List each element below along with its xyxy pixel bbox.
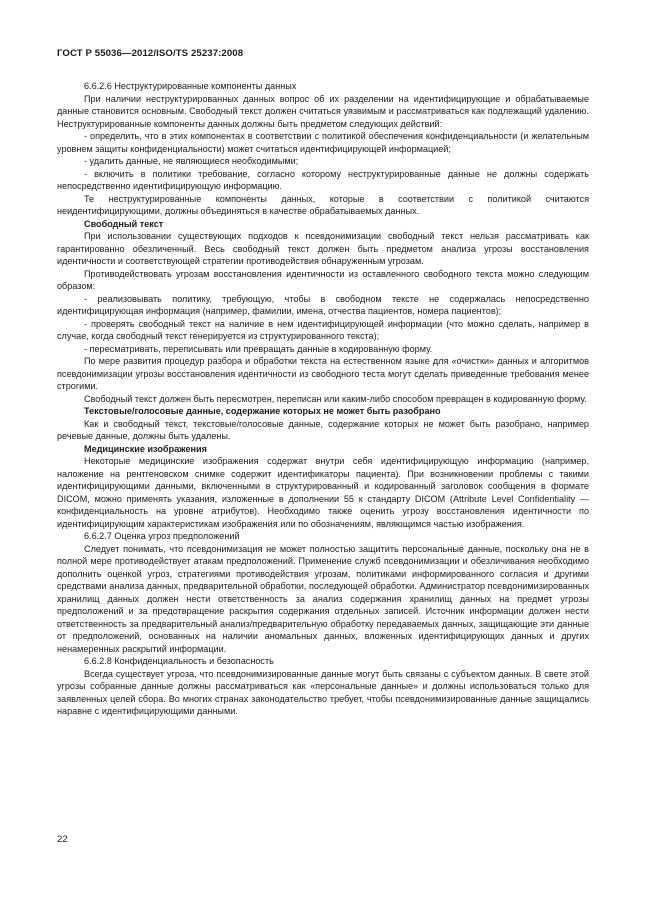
paragraph: Всегда существует угроза, что псевдонимизированные данные могут быть связаны с субъектом данных. В свете этой угрозы собранные данные должны рассматриваться как «персональные данные» и должны использоваться только для заявленных целей сбора. Во многих странах законодательство требует, чтобы псевдонимизированные данные защищались наравне с идентифицирующими данными. — [57, 668, 589, 716]
paragraph: Следует понимать, что псевдонимизация не может полностью защитить персональные данные, поскольку она не в полной мере противодействует атакам предположений. Применение служб псевдонимизации и обезличивания необходимо дополнить оценкой угроз, стратегиями противодействия угрозам, политиками информированного согласия и другими средствами анализа данных, предварительной обработки, последующей обработки. Администратор псевдонимизированных хранилищ данных должен нести ответственность за анализ содержания хранилищ данных на предмет угрозы предположений и за предотвращение раскрытия содержания отдельных записей. Источник информации должен нести ответственность за предварительный анализ/предварительную обработку передаваемых данных, защищающие эти данные от предположений, основанных на наличии аномальных данных, вложенных идентифицирующих данных и других ненамеренных раскрытий информации. — [57, 543, 589, 654]
paragraph: - определить, что в этих компонентах в соответствии с политикой обеспечения конфиденциальности (и желательным уровнем защиты конфиденциальности) может считаться идентифицирующей информацией; — [57, 131, 589, 154]
paragraph: 6.6.2.8 Конфиденциальность и безопасность — [84, 656, 274, 666]
paragraph: Как и свободный текст, текстовые/голосовые данные, содержание которых не может быть разобрано, например речевые данные, должны быть удалены. — [57, 418, 589, 441]
paragraph: При использовании существующих подходов к псевдонимизации свободный текст нельзя рассматривать как гарантированно обезличенный. Весь свободный текст должен быть предметом анализа угрозы восстановления идентичности и соответствующей стратегии противодействия обнаруженным угрозам. — [57, 231, 589, 266]
paragraph: - реализовывать политику, требующую, чтобы в свободном тексте не содержалась непосредственно идентифицирующая информация (например, фамилии, имена, отчества пациентов, номера пациентов); — [57, 293, 589, 316]
paragraph: При наличии неструктурированных данных вопрос об их разделении на идентифицирующие и обрабатываемые данные становится основным. Свободный текст должен считаться уязвимым и рассматриваться как подлежащий удалению. Неструктурированные компоненты данных должны быть предметом следующих действий: — [57, 93, 589, 129]
paragraph: Те неструктурированные компоненты данных, которые в соответствии с политикой считаются неидентифицирующими, должны объединяться в качестве обрабатываемых данных. — [57, 193, 589, 216]
body-text — [57, 80, 589, 718]
section-heading: Медицинские изображения — [84, 443, 207, 454]
paragraph: По мере развития процедур разбора и обработки текста на естественном языке для «очистки» данных и алгоритмов псевдонимизации угрозы восстановления идентичности из свободного теста могут сделать приведенные требования менее строгими. — [57, 356, 589, 391]
paragraph: - удалить данные, не являющиеся необходимыми; — [84, 156, 299, 166]
page-number: 22 — [57, 834, 68, 845]
paragraph: Некоторые медицинские изображения содержат внутри себя идентифицирующую информацию (например, наложение на рентгеновском снимке содержит идентификаторы пациента). При возникновении проблемы с такими идентифицирующими данными, включенными в структурированный и кодированный заголовок сообщения в формате DICOM, можно применять указания, изложенные в дополнении 55 к стандарту DICOM (Attribute Level Confidentiality — конфиденциальность на уровне атрибутов). Необходимо также оценить угрозу восстановления идентичности по идентифицирующим характеристикам изображения или по обозначениям, являющимся частью изображения. — [57, 456, 589, 529]
paragraph: - проверять свободный текст на наличие в нем идентифицирующей информации (что можно сделать, например в случае, когда свободный текст генерируется из структурированного текста); — [57, 318, 589, 341]
paragraph: - включить в политики требование, согласно которому неструктурированные данные не должны содержать непосредственно идентифицирующую информацию. — [57, 168, 589, 191]
paragraph: Противодействовать угрозам восстановления идентичности из оставленного свободного текста можно следующим образом: — [57, 268, 589, 291]
paragraph: 6.6.2.7 Оценка угроз предположений — [84, 531, 240, 541]
paragraph: - пересматривать, переписывать или превращать данные в кодированную форму. — [84, 343, 433, 354]
paragraph: Свободный текст должен быть пересмотрен, переписан или каким-либо способом превращен в кодированную форму. — [84, 393, 587, 404]
paragraph: 6.6.2.6 Неструктурированные компоненты данных — [84, 81, 297, 91]
section-heading: Свободный текст — [84, 218, 164, 229]
document-header: ГОСТ Р 55036—2012/ISO/TS 25237:2008 — [57, 48, 244, 59]
section-heading: Текстовые/голосовые данные, содержание которых не может быть разобрано — [84, 406, 441, 416]
